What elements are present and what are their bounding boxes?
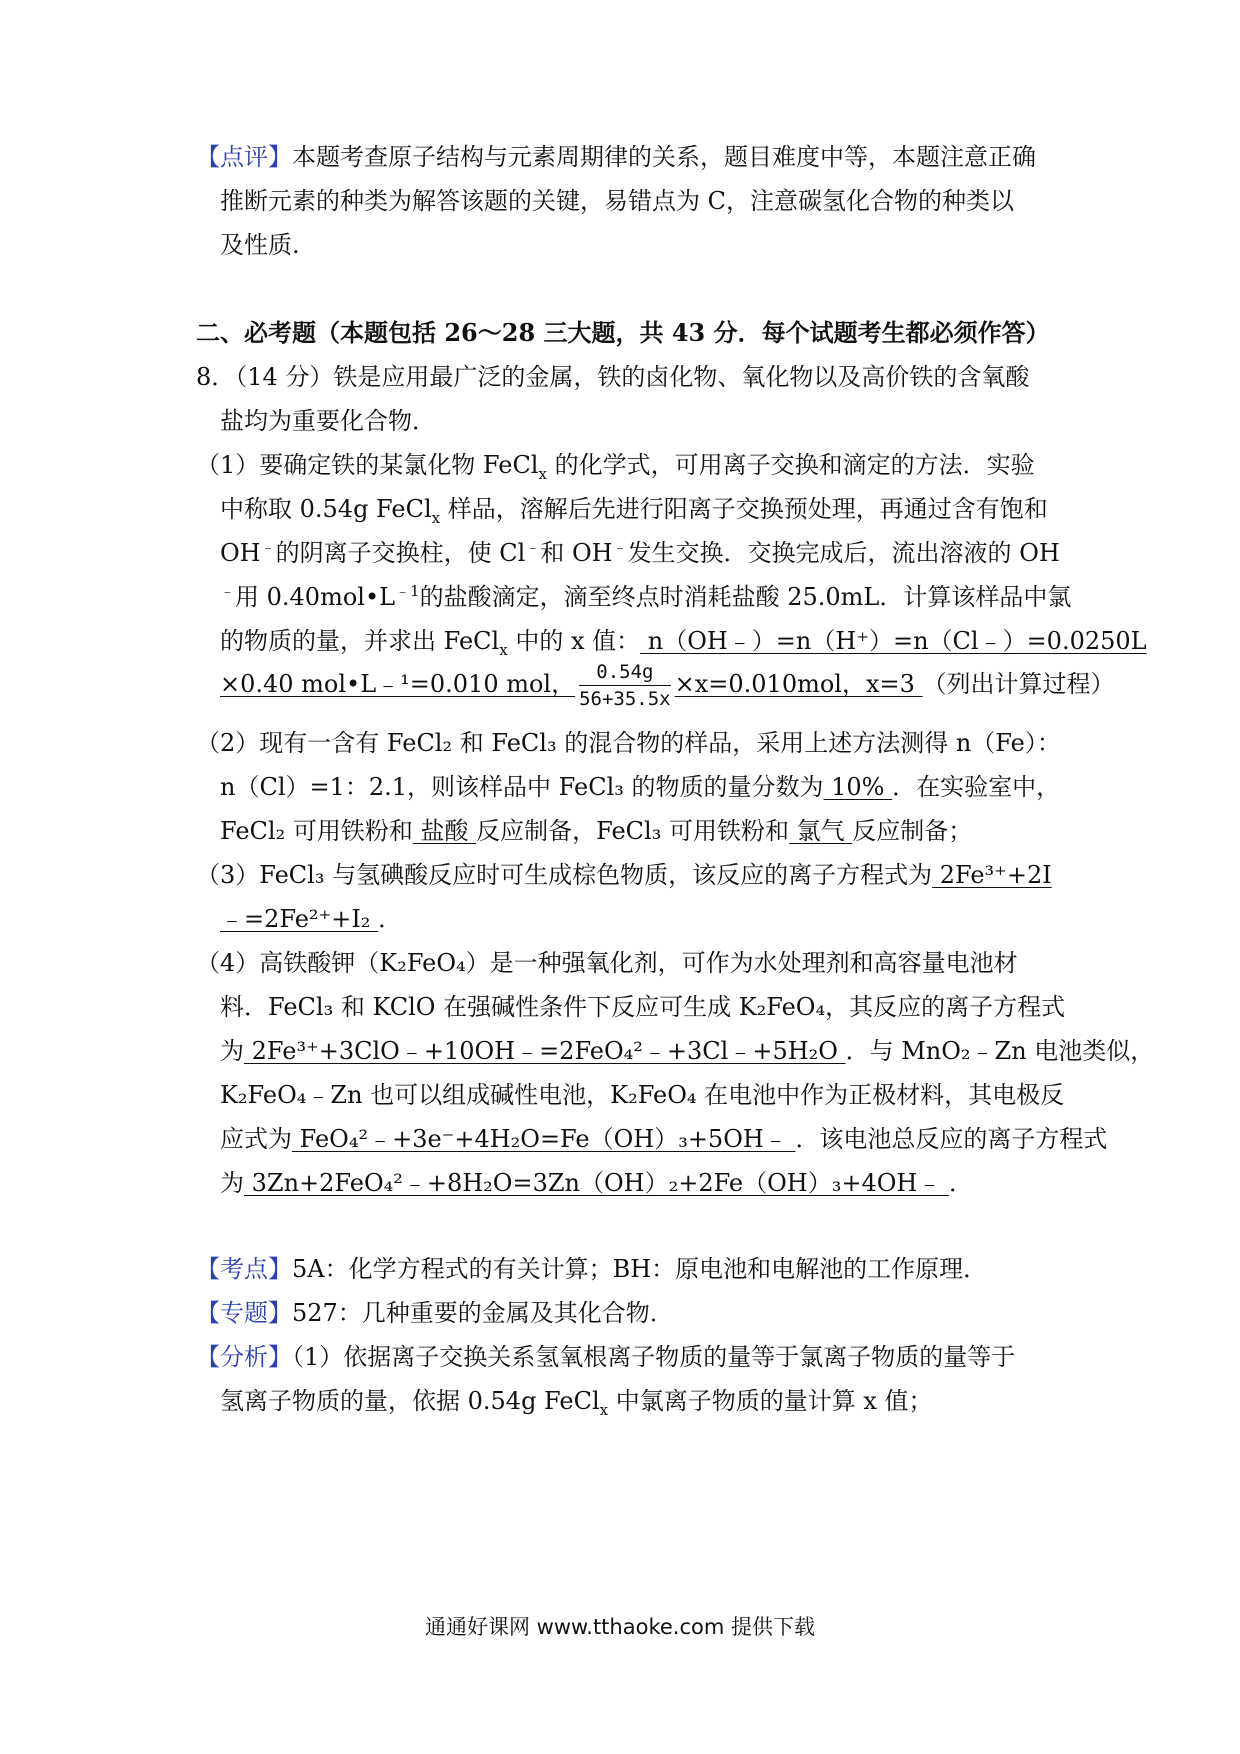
kaodian-text: 5A：化学方程式的有关计算；BH：原电池和电解池的工作原理． bbox=[292, 1255, 988, 1283]
answer-ionic-equation-1: 2Fe³⁺+3ClO﹣+10OH﹣=2FeO₄²﹣+3Cl﹣+5H₂O bbox=[244, 1037, 846, 1065]
answer-electrode-equation: FeO₄²﹣+3e⁻+4H₂O=Fe（OH）₃+5OH﹣ bbox=[292, 1125, 796, 1153]
answer-part3: 2Fe³⁺+2I bbox=[932, 861, 1052, 889]
kaodian-line bbox=[196, 1254, 987, 1284]
fenxi-line-2 bbox=[220, 1386, 933, 1419]
text-seg: 的阴离子交换柱，使 Cl bbox=[275, 539, 526, 567]
q8-part4-line-3 bbox=[220, 1036, 1154, 1066]
review-text-1: 本题考查原子结构与元素周期律的关系，题目难度中等，本题注意正确 bbox=[292, 143, 1036, 171]
fenxi-tag: 【分析】 bbox=[196, 1343, 292, 1371]
text-seg: ．在实验室中， bbox=[892, 773, 1061, 801]
page-footer: 通通好课网 www.tthaoke.com 提供下载 bbox=[425, 1615, 815, 1639]
text-seg: 为 bbox=[220, 1037, 244, 1065]
superscript: ﹣1 bbox=[395, 582, 420, 600]
q8-intro-line-2: 盐均为重要化合物． bbox=[220, 407, 436, 435]
superscript: ﹣ bbox=[612, 538, 628, 556]
fenxi-line-1 bbox=[196, 1342, 1015, 1372]
superscript: ﹣ bbox=[220, 582, 236, 600]
q8-part3-line-1 bbox=[196, 860, 1052, 890]
text-seg: ． bbox=[378, 905, 403, 933]
subscript: x bbox=[538, 464, 547, 483]
q8-part2-line-1: （2）现有一含有 FeCl₂ 和 FeCl₃ 的混合物的样品，采用上述方法测得 n（Fe）： bbox=[196, 729, 1061, 757]
answer-part1-end: ×x=0.010mol，x=3 bbox=[674, 670, 923, 698]
q8-part1-line-3 bbox=[220, 538, 1060, 568]
text-seg: 反应制备； bbox=[852, 817, 973, 845]
text-seg: 为 bbox=[220, 1169, 244, 1197]
q8-part1-line-6 bbox=[220, 656, 1115, 712]
fraction-numerator: 0.54g bbox=[579, 659, 671, 686]
answer-part1-cont: ×0.40 mol•L﹣¹=0.010 mol， bbox=[220, 670, 576, 698]
superscript: ﹣ bbox=[260, 538, 276, 556]
zhuanti-line bbox=[196, 1298, 674, 1328]
answer-reagent-1: 盐酸 bbox=[412, 817, 477, 845]
answer-total-equation: 3Zn+2FeO₄²﹣+8H₂O=3Zn（OH）₂+2Fe（OH）₃+4OH﹣ bbox=[244, 1169, 949, 1197]
q8-part4-line-1: （4）高铁酸钾（K₂FeO₄）是一种强氧化剂，可作为水处理剂和高容量电池材 bbox=[196, 949, 1018, 977]
q8-part2-line-2 bbox=[220, 772, 1060, 802]
q8-part1-line-5 bbox=[220, 626, 1147, 659]
text-seg: （列出计算过程） bbox=[922, 670, 1115, 698]
q8-part4-line-5 bbox=[220, 1124, 1107, 1154]
answer-part3-cont: ﹣=2Fe²⁺+I₂ bbox=[220, 905, 379, 933]
fraction-denominator: 56+35.5x bbox=[579, 688, 671, 710]
text-seg: （3）FeCl₃ 与氢碘酸反应时可生成棕色物质，该反应的离子方程式为 bbox=[196, 861, 933, 889]
review-line-2: 推断元素的种类为解答该题的关键，易错点为 C，注意碳氢化合物的种类以 bbox=[220, 187, 1014, 215]
answer-reagent-2: 氯气 bbox=[788, 817, 853, 845]
text-seg: 用 0.40mol•L bbox=[235, 583, 396, 611]
q8-part4-line-4: K₂FeO₄﹣Zn 也可以组成碱性电池，K₂FeO₄ 在电池中作为正极材料，其电极反 bbox=[220, 1081, 1065, 1109]
superscript: ﹣ bbox=[525, 538, 541, 556]
fenxi-text-1: （1）依据离子交换关系氢氧根离子物质的量等于氯离子物质的量等于 bbox=[292, 1343, 1016, 1371]
subscript: x bbox=[499, 640, 508, 659]
answer-fraction: 10% bbox=[823, 773, 893, 801]
text-seg: 中氯离子物质的量计算 x 值； bbox=[608, 1387, 933, 1415]
text-seg: 和 OH bbox=[540, 539, 613, 567]
q8-part3-line-2 bbox=[220, 904, 402, 934]
q8-part1-line-1 bbox=[196, 450, 1035, 483]
answer-part1: n（OH﹣）=n（H⁺）=n（Cl﹣）=0.0250L bbox=[640, 627, 1147, 655]
q8-part4-line-2: 料．FeCl₃ 和 KClO 在强碱性条件下反应可生成 K₂FeO₄，其反应的离子方程式 bbox=[220, 993, 1066, 1021]
text-seg: FeCl₂ 可用铁粉和 bbox=[220, 817, 413, 845]
text-seg: OH bbox=[220, 539, 261, 567]
review-line-3: 及性质. bbox=[220, 231, 300, 259]
q8-intro-line-1: 8．（14 分）铁是应用最广泛的金属，铁的卤化物、氧化物以及高价铁的含氧酸 bbox=[196, 363, 1030, 391]
fraction bbox=[579, 659, 671, 712]
zhuanti-text: 527：几种重要的金属及其化合物． bbox=[292, 1299, 674, 1327]
text-seg: （1）要确定铁的某氯化物 FeCl bbox=[196, 451, 539, 479]
text-seg: n（Cl）=1：2.1，则该样品中 FeCl₃ 的物质的量分数为 bbox=[220, 773, 824, 801]
subscript: x bbox=[431, 508, 441, 527]
q8-part1-line-2 bbox=[220, 494, 1048, 527]
text-seg: ． bbox=[948, 1169, 973, 1197]
review-line-1 bbox=[196, 142, 1036, 172]
text-seg: ．与 MnO₂﹣Zn 电池类似， bbox=[845, 1037, 1155, 1065]
zhuanti-tag: 【专题】 bbox=[196, 1299, 292, 1327]
text-seg: 应式为 bbox=[220, 1125, 292, 1153]
text-seg: ．该电池总反应的离子方程式 bbox=[795, 1125, 1108, 1153]
text-seg: 的物质的量，并求出 FeCl bbox=[220, 627, 500, 655]
kaodian-tag: 【考点】 bbox=[196, 1255, 292, 1283]
review-tag: 【点评】 bbox=[196, 143, 292, 171]
text-seg: 氢离子物质的量，依据 0.54g FeCl bbox=[220, 1387, 600, 1415]
text-seg: 中称取 0.54g FeCl bbox=[220, 495, 432, 523]
text-seg: 的化学式，可用离子交换和滴定的方法．实验 bbox=[546, 451, 1035, 479]
text-seg: 的盐酸滴定，滴至终点时消耗盐酸 25.0mL．计算该样品中氯 bbox=[419, 583, 1072, 611]
subscript: x bbox=[599, 1400, 609, 1419]
text-seg: 发生交换．交换完成后，流出溶液的 OH bbox=[627, 539, 1060, 567]
text-seg: 样品，溶解后先进行阳离子交换预处理，再通过含有饱和 bbox=[440, 495, 1048, 523]
section-heading: 二、必考题（本题包括 26～28 三大题，共 43 分．每个试题考生都必须作答） bbox=[196, 318, 1050, 347]
q8-part4-line-6 bbox=[220, 1168, 973, 1198]
q8-part1-line-4 bbox=[220, 582, 1071, 612]
text-seg: 反应制备，FeCl₃ 可用铁粉和 bbox=[476, 817, 789, 845]
text-seg: 中的 x 值： bbox=[507, 627, 641, 655]
q8-part2-line-3 bbox=[220, 816, 972, 846]
